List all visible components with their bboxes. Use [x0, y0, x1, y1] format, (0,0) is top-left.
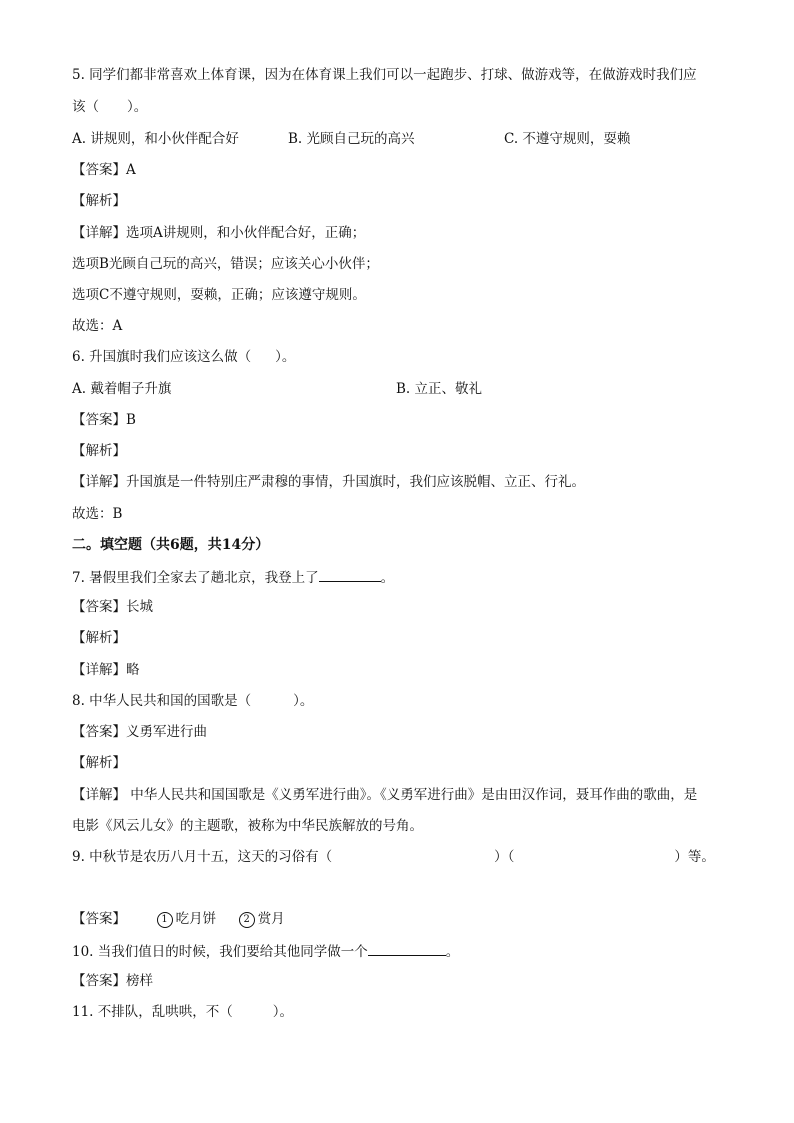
q5-stem-close: ）。 — [127, 99, 148, 115]
q5-detail-line2: 选项B光顾自己玩的高兴，错误；应该关心小伙伴； — [72, 256, 379, 272]
q8-stem-close: ）。 — [293, 693, 314, 709]
q8-detail-line1: 【详解】 中华人民共和国国歌是《义勇军进行曲》。《义勇军进行曲》是由田汉作词，聂耳作曲的歌曲，是 — [72, 787, 698, 803]
q10-blank — [368, 941, 446, 956]
q5-option-a: A. 讲规则，和小伙伴配合好 — [72, 131, 239, 147]
q8-analysis-label: 【解析】 — [72, 755, 126, 771]
q6-stem — [72, 348, 295, 366]
q9-circled-number-2: 2 — [239, 912, 255, 928]
q9-answer-1: 吃月饼 — [175, 911, 217, 927]
q9-stem-open: 9. 中秋节是农历八月十五，这天的习俗有（ — [72, 849, 333, 865]
q5-choice: 故选：A — [72, 318, 123, 334]
q6-analysis-label: 【解析】 — [72, 443, 126, 459]
q9-stem — [72, 848, 715, 866]
q5-detail-line3: 选项C不遵守规则，耍赖，正确；应该遵守规则。 — [72, 287, 366, 303]
q11-stem — [72, 1003, 293, 1021]
q10-stem — [72, 941, 459, 961]
q5-analysis-label: 【解析】 — [72, 193, 126, 209]
q11-stem-close: ）。 — [272, 1004, 294, 1020]
q6-option-a: A. 戴着帽子升旗 — [72, 381, 172, 397]
q5-option-c: C. 不遵守规则，耍赖 — [504, 131, 631, 147]
q7-stem — [72, 567, 394, 587]
q7-stem-text: 7. 暑假里我们全家去了趟北京，我登上了 — [72, 570, 319, 586]
q8-stem-open: 8. 中华人民共和国的国歌是（ — [72, 693, 252, 709]
q7-detail: 【详解】略 — [72, 662, 140, 678]
q6-choice: 故选：B — [72, 506, 123, 522]
q7-answer: 【答案】长城 — [72, 599, 153, 615]
q10-stem-text: 10. 当我们值日的时候，我们要给其他同学做一个 — [72, 944, 368, 960]
q5-option-b: B. 光顾自己玩的高兴 — [288, 131, 415, 147]
section-heading-fill-in: 二。填空题（共6题，共14分） — [72, 537, 270, 553]
q9-circled-number-1: 1 — [157, 912, 173, 928]
q10-answer: 【答案】榜样 — [72, 973, 153, 989]
q11-stem-open: 11. 不排队，乱哄哄，不（ — [72, 1004, 233, 1020]
q9-answer — [72, 910, 285, 928]
q5-stem-line1: 5. 同学们都非常喜欢上体育课，因为在体育课上我们可以一起跑步、打球、做游戏等，在做游戏时我们应 — [72, 67, 697, 83]
q6-option-b: B. 立正、敬礼 — [396, 381, 483, 397]
q7-stem-end: 。 — [380, 570, 395, 586]
q6-stem-open: 6. 升国旗时我们应该这么做（ — [72, 349, 252, 365]
q6-answer: 【答案】B — [72, 412, 136, 428]
q8-detail-line2: 电影《风云儿女》的主题歌，被称为中华民族解放的号角。 — [72, 818, 423, 834]
q5-stem-open: 该（ — [72, 99, 99, 115]
q8-answer: 【答案】义勇军进行曲 — [72, 724, 207, 740]
q6-detail: 【详解】升国旗是一件特别庄严肃穆的事情，升国旗时，我们应该脱帽、立正、行礼。 — [72, 474, 585, 490]
q5-answer: 【答案】A — [72, 162, 136, 178]
q10-stem-end: 。 — [445, 944, 460, 960]
q6-stem-close: ）。 — [275, 349, 296, 365]
q7-blank — [319, 567, 381, 582]
q8-stem — [72, 692, 313, 710]
q9-answer-2: 赏月 — [257, 911, 285, 927]
q5-detail-line1: 【详解】选项A讲规则，和小伙伴配合好，正确； — [72, 225, 366, 241]
q9-stem-close: ）等。 — [674, 849, 715, 865]
q5-stem-line2 — [72, 98, 147, 116]
q9-answer-label: 【答案】 — [72, 911, 126, 927]
q7-analysis-label: 【解析】 — [72, 630, 126, 646]
q9-stem-mid: ）（ — [494, 849, 515, 865]
